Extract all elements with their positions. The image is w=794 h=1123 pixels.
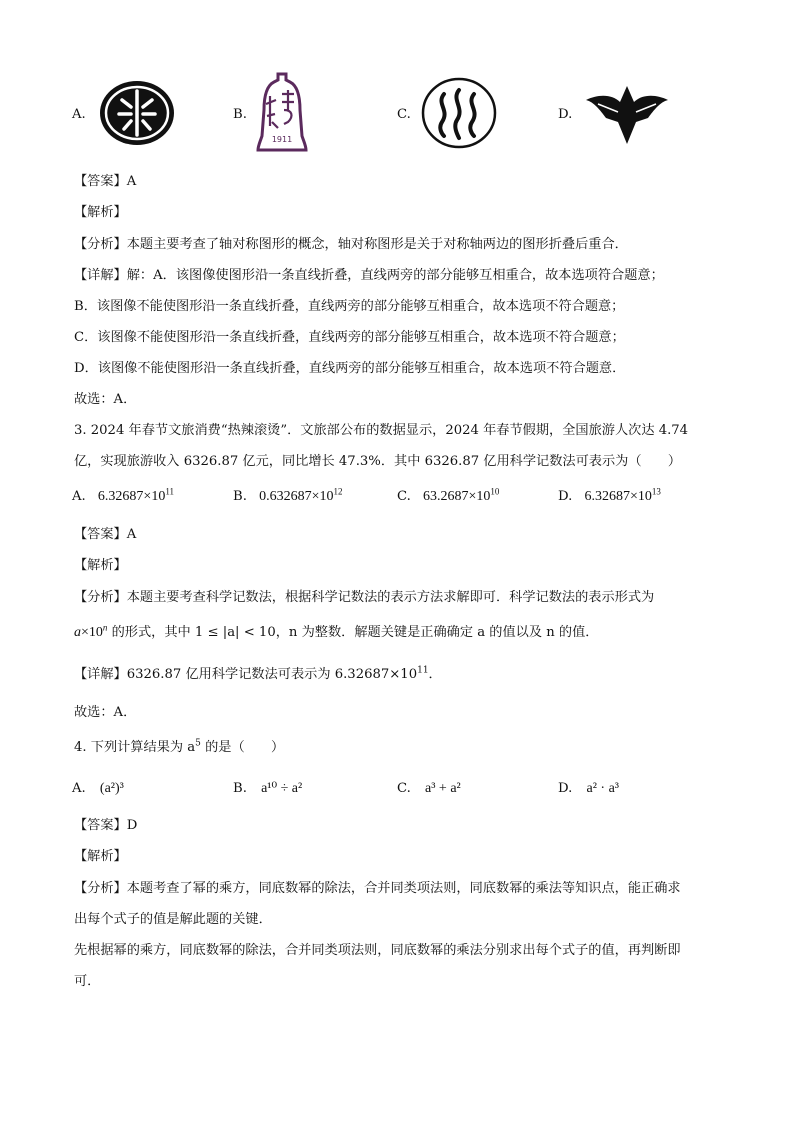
q2-xiangjie-b: B．该图像不能使图形沿一条直线折叠，直线两旁的部分能够互相重合，故本选项不符合题意； xyxy=(74,299,625,314)
option-a-label: A. xyxy=(72,107,86,122)
q4-option-c xyxy=(397,780,461,798)
q2-xiangjie-d: D．该图像不能使图形沿一条直线折叠，直线两旁的部分能够互相重合，故本选项不符合题意． xyxy=(74,361,626,376)
q4-option-a-text: (a²)³ xyxy=(99,781,124,796)
q4-option-a xyxy=(72,780,124,798)
q4-option-c-label: C. xyxy=(397,781,411,796)
q4-option-d-label: D. xyxy=(558,781,573,796)
q2-fenxi: 【分析】本题主要考查了轴对称图形的概念，轴对称图形是关于对称轴两边的图形折叠后重合． xyxy=(74,237,628,252)
q4-fenxi-4: 可． xyxy=(74,974,101,989)
q4-option-b-text: a¹⁰ ÷ a² xyxy=(261,781,303,796)
q3-option-c-label: C. xyxy=(397,489,411,504)
q4-analysis-label: 【解析】 xyxy=(74,849,127,864)
q2-xiangjie-a: 【详解】解：A．该图像使图形沿一条直线折叠，直线两旁的部分能够互相重合，故本选项符合题意； xyxy=(74,268,664,283)
q4-fenxi-2: 出每个式子的值是解此题的关键． xyxy=(74,912,272,927)
q3-option-b xyxy=(233,488,343,506)
q3-option-b-exp: 12 xyxy=(333,486,343,497)
q3-option-c-exp: 10 xyxy=(490,486,500,497)
q3-option-a xyxy=(72,488,174,506)
q3-var-a: a xyxy=(74,625,81,640)
q3-option-c xyxy=(397,488,499,506)
q3-stem-1: 3. 2024 年春节文旅消费“热辣滚烫”．文旅部公布的数据显示，2024 年春节假期，全国旅游人次达 4.74 xyxy=(74,423,689,438)
q3-times-ten: ×10 xyxy=(81,625,103,640)
q3-option-a-label: A. xyxy=(72,489,86,504)
q3-xiangjie-exp: 11 xyxy=(417,665,429,676)
q3-fenxi-2 xyxy=(74,624,598,642)
q3-xiangjie xyxy=(74,666,442,684)
q3-option-b-label: B. xyxy=(233,489,247,504)
q3-fenxi-1: 【分析】本题主要考查科学记数法，根据科学记数法的表示方法求解即可．科学记数法的表示形式为 xyxy=(74,590,655,605)
q4-stem-b: 的是（ ） xyxy=(200,740,285,755)
q3-option-d xyxy=(558,488,661,506)
eagle-logo-icon xyxy=(584,80,670,148)
q3-answer: 【答案】A xyxy=(74,527,137,542)
q3-stem-2: 亿，实现旅游收入 6326.87 亿元，同比增长 47.3%．其中 6326.87 亿用科学记数法可表示为（ ） xyxy=(74,454,682,469)
q3-option-d-label: D. xyxy=(558,489,573,504)
q3-xiangjie-text: 【详解】6326.87 亿用科学记数法可表示为 6.32687×10 xyxy=(74,667,418,682)
q3-xiangjie-end: ． xyxy=(428,667,442,682)
logo-year: 1911 xyxy=(271,135,293,144)
q2-answer: 【答案】A xyxy=(74,174,137,189)
q2-guxuan: 故选：A． xyxy=(74,392,137,407)
wave-circle-logo-icon xyxy=(420,76,498,150)
q3-option-a-base: 6.32687×10 xyxy=(97,489,166,504)
q4-option-c-text: a³ + a² xyxy=(425,781,461,796)
option-b-label: B. xyxy=(233,107,247,122)
q4-option-b-label: B. xyxy=(233,781,247,796)
q4-answer: 【答案】D xyxy=(74,818,138,833)
q3-var-n: n xyxy=(102,622,108,633)
q3-analysis-label: 【解析】 xyxy=(74,558,127,573)
q4-option-d-text: a² · a³ xyxy=(586,781,619,796)
q4-fenxi-3: 先根据幂的乘方，同底数幂的除法，合并同类项法则，同底数幂的乘法分别求出每个式子的值，再判断即 xyxy=(74,943,681,958)
q4-stem-a: 4. 下列计算结果为 a xyxy=(74,740,196,755)
q3-guxuan: 故选：A． xyxy=(74,705,137,720)
q4-option-a-label: A. xyxy=(72,781,86,796)
q3-option-b-base: 0.632687×10 xyxy=(259,489,334,504)
q4-fenxi-1: 【分析】本题考查了幂的乘方，同底数幂的除法，合并同类项法则，同底数幂的乘法等知识点，能正确求 xyxy=(74,881,681,896)
option-c-label: C. xyxy=(397,107,411,122)
q3-option-d-base: 6.32687×10 xyxy=(584,489,652,504)
q3-option-a-exp: 11 xyxy=(165,486,174,497)
q4-stem-exp: 5 xyxy=(195,738,201,749)
option-d-label: D. xyxy=(558,107,573,122)
peking-university-logo-icon xyxy=(98,80,176,146)
q4-option-b xyxy=(233,780,302,798)
tsinghua-bell-logo-icon xyxy=(256,70,308,154)
q3-fenxi-2-rest: 的形式，其中 1 ≤ |a| < 10，n 为整数．解题关键是正确确定 a 的值以及 n 的值． xyxy=(111,625,599,640)
q3-option-d-exp: 13 xyxy=(651,486,661,497)
q2-analysis-label: 【解析】 xyxy=(74,205,127,220)
q2-xiangjie-c: C．该图像不能使图形沿一条直线折叠，直线两旁的部分能够互相重合，故本选项不符合题意； xyxy=(74,330,625,345)
q3-option-c-base: 63.2687×10 xyxy=(423,489,491,504)
q4-stem xyxy=(74,739,284,757)
q4-option-d xyxy=(558,780,619,798)
